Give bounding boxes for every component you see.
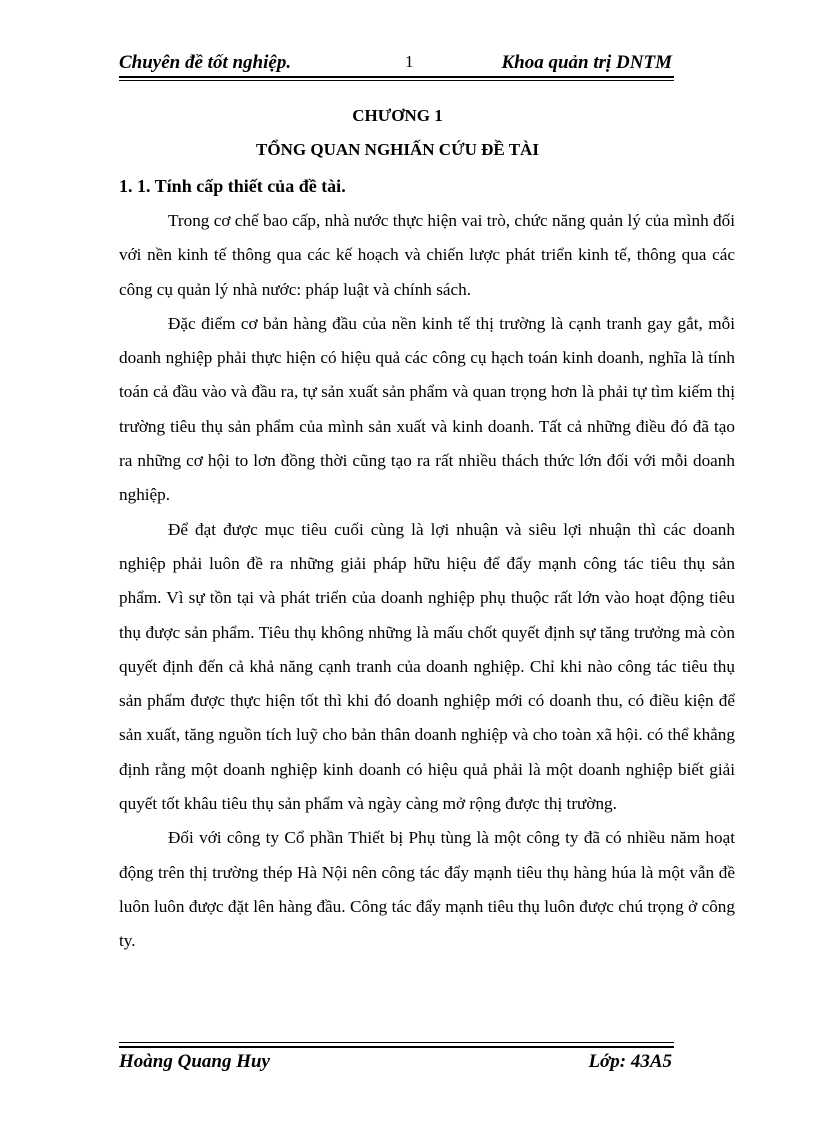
header-thesis-label: Chuyên đề tốt nghiệp. — [119, 52, 292, 73]
page-footer — [119, 1046, 674, 1078]
paragraph: Đặc điểm cơ bản hàng đầu của nền kinh tế thị trường là cạnh tranh gay gắt, mỗi doanh nghiệp phải thực hiện có hiệu quả các công cụ hạch toán kinh doanh, nghĩa là tính toán cả đầu vào và đầu ra, tự sản xuất sản phẩm và quan trọng hơn là phải tự tìm kiếm thị trường tiêu thụ sản phẩm của mình sản xuất và kinh doanh. Tất cả những điều đó đã tạo ra những cơ hội to lơn đồng thời cũng tạo ra rất nhiều thách thức lớn đối với mỗi doanh nghiệp. — [119, 313, 735, 505]
header-faculty-label: Khoa quản trị DNTM — [501, 52, 672, 73]
paragraph: Đối với công ty Cổ phần Thiết bị Phụ tùng là một công ty đã có nhiều năm hoạt động trên thị trường thép Hà Nội nên công tác đẩy mạnh tiêu thụ hàng húa là một vẫn đề luôn luôn được đặt lên hàng đầu. Công tác đẩy mạnh tiêu thụ luôn được chú trọng ở công ty. — [119, 828, 735, 951]
footer-author: Hoàng Quang Huy — [119, 1051, 270, 1072]
body-text — [119, 204, 735, 959]
paragraph: Trong cơ chế bao cấp, nhà nước thực hiện vai trò, chức năng quản lý của mình đối với nền kinh tế thông qua các kế hoạch và chiến lược phát triển kinh tế, thông qua các công cụ quản lý nhà nước: pháp luật và chính sách. — [119, 211, 735, 299]
header-rule — [119, 80, 674, 81]
paragraph: Để đạt được mục tiêu cuối cùng là lợi nhuận và siêu lợi nhuận thì các doanh nghiệp phải luôn đề ra những giải pháp hữu hiệu để đẩy mạnh công tác tiêu thụ sản phẩm. Vì sự tồn tại và phát triển của doanh nghiệp phụ thuộc rất lớn vào hoạt động tiêu thụ được sản phẩm. Tiêu thụ không những là mấu chốt quyết định sự tăng trưởng mà còn quyết định đến cả khả năng cạnh tranh của doanh nghiệp. Chỉ khi nào công tác tiêu thụ sản phẩm được thực hiện tốt thì khi đó doanh nghiệp mới có doanh thu, có điều kiện để sản xuất, tăng nguồn tích luỹ cho bản thân doanh nghiệp và cho toàn xã hội. có thể khẳng định rằng một doanh nghiệp kinh doanh có hiệu quả phải là một doanh nghiệp biết giải quyết tốt khâu tiêu thụ sản phẩm và ngày càng mở rộng được thị trường. — [119, 519, 735, 814]
footer-rule — [119, 1042, 674, 1043]
chapter-number: CHƯƠNG 1 — [352, 106, 443, 125]
chapter-title: TỔNG QUAN NGHIẤN CỨU ĐỀ TÀI — [256, 140, 539, 159]
footer-class: Lớp: 43A5 — [588, 1051, 672, 1072]
page-header — [119, 52, 674, 78]
section-heading: 1. 1. Tính cấp thiết của đề tài. — [119, 176, 346, 196]
page-number: 1 — [405, 52, 414, 71]
